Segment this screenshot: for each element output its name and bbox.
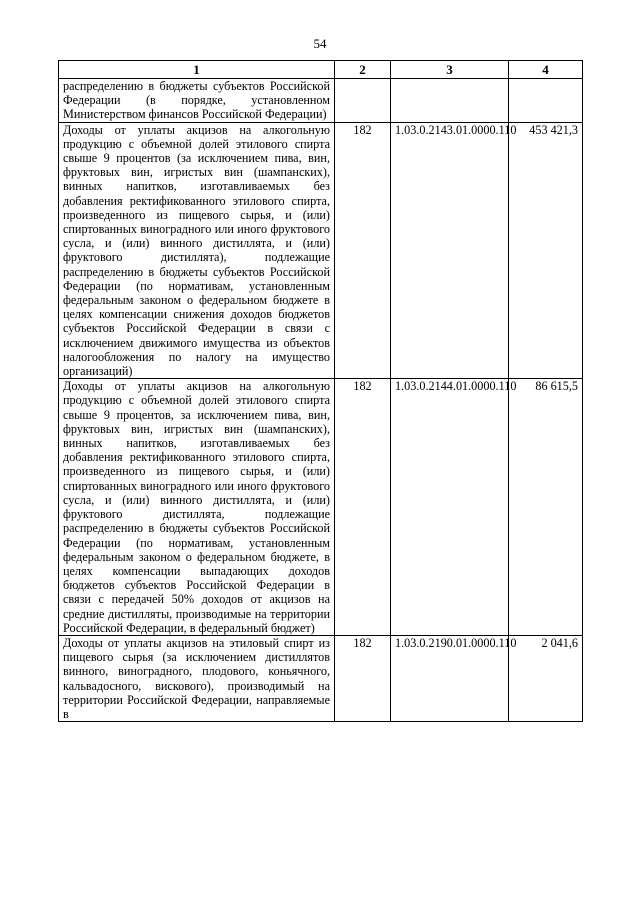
table-header-row bbox=[59, 61, 583, 79]
administrator-code: 182 bbox=[335, 635, 391, 721]
column-header-1: 1 bbox=[59, 61, 335, 79]
administrator-code: 182 bbox=[335, 122, 391, 379]
column-header-3: 3 bbox=[391, 61, 509, 79]
revenue-description: Доходы от уплаты акцизов на алкогольную продукцию с объемной долей этилового спирта свыше 9 процентов (за исключением пива, вин, фруктовых вин, игристых вин (шампанских), винных напитков, изготавливаемых без добавления ректификованного этилового спирта, произведенного из пищевого сырья, и (или) спиртованных виноградного или иного фруктового сусла, и (или) винного дистиллята, и (или) фруктового дистиллята), подлежащие распределению в бюджеты субъектов Российской Федерации (по нормативам, установленным федеральным законом о федеральном бюджете в целях компенсации снижения доходов бюджетов субъектов Российской Федерации в связи с исключением движимого имущества из объектов налогообложения по налогу на имущество организаций) bbox=[59, 122, 335, 379]
column-header-4: 4 bbox=[509, 61, 583, 79]
page-number: 54 bbox=[313, 36, 327, 51]
column-header-2: 2 bbox=[335, 61, 391, 79]
revenue-description: распределению в бюджеты субъектов Российской Федерации (в порядке, установленном Министерством финансов Российской Федерации) bbox=[59, 79, 335, 123]
table-row bbox=[59, 122, 583, 379]
table-row bbox=[59, 379, 583, 636]
revenue-description: Доходы от уплаты акцизов на алкогольную продукцию с объемной долей этилового спирта свыше 9 процентов, за исключением пива, вин, фруктовых вин, игристых вин (шампанских), винных напитков, изготавливаемых без добавления ректификованного этилового спирта, произведенного из пищевого сырья, и (или) спиртованных виноградного или иного фруктового сусла, и (или) винного дистиллята, и (или) фруктового дистиллята, подлежащие распределению в бюджеты субъектов Российской Федерации (по нормативам, установленным федеральным законом о федеральном бюджете, в целях компенсации выпадающих доходов бюджетов субъектов Российской Федерации в связи с передачей 50% доходов от акцизов на средние дистилляты, производимые на территории Российской Федерации, в федеральный бюджет) bbox=[59, 379, 335, 636]
table-row bbox=[59, 79, 583, 123]
amount bbox=[509, 79, 583, 123]
budget-classification-code bbox=[391, 79, 509, 123]
administrator-code: 182 bbox=[335, 379, 391, 636]
amount: 453 421,3 bbox=[509, 122, 583, 379]
amount: 2 041,6 bbox=[509, 635, 583, 721]
amount: 86 615,5 bbox=[509, 379, 583, 636]
budget-classification-code: 1.03.0.2190.01.0000.110 bbox=[391, 635, 509, 721]
budget-revenue-table bbox=[58, 60, 583, 722]
budget-classification-code: 1.03.0.2144.01.0000.110 bbox=[391, 379, 509, 636]
table-row bbox=[59, 635, 583, 721]
administrator-code bbox=[335, 79, 391, 123]
revenue-description: Доходы от уплаты акцизов на этиловый спирт из пищевого сырья (за исключением дистиллятов винного, виноградного, плодового, коньячного, кальвадосного, вискового), производимый на территории Российской Федерации, направляемые в bbox=[59, 635, 335, 721]
budget-classification-code: 1.03.0.2143.01.0000.110 bbox=[391, 122, 509, 379]
